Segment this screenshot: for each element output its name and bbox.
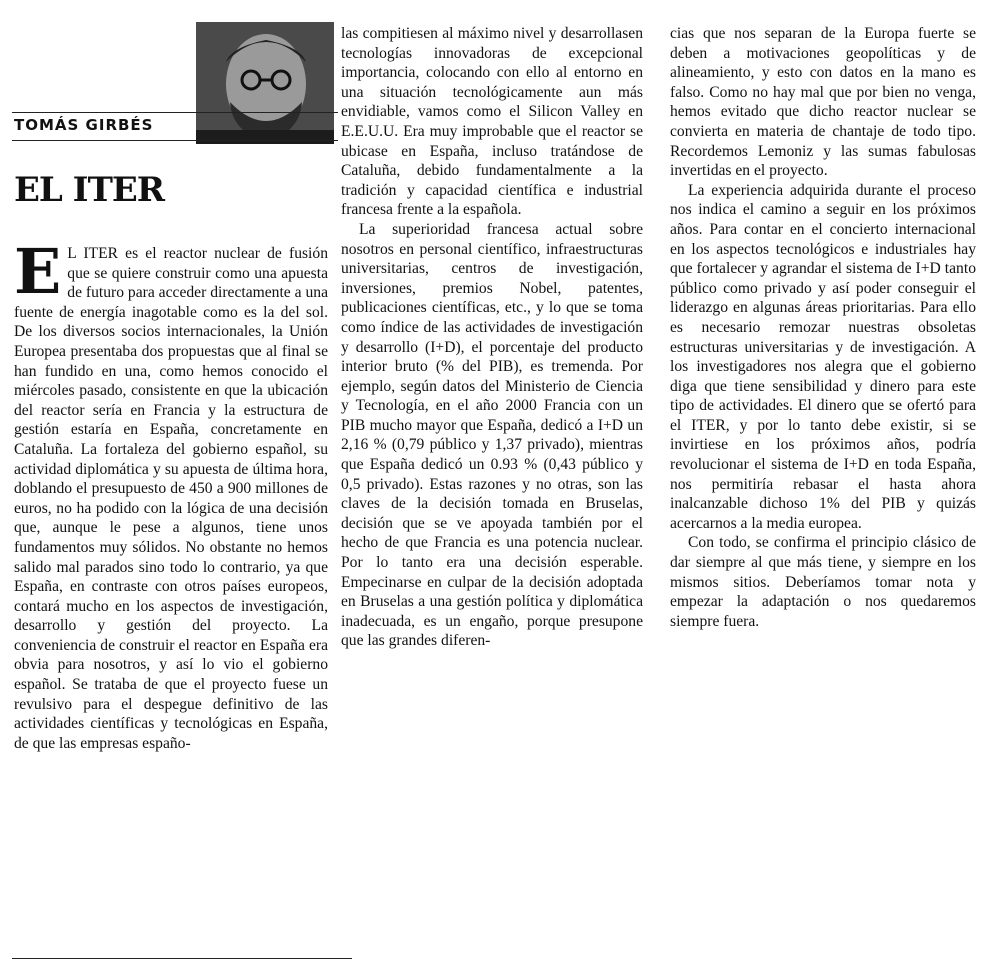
author-byline: TOMÁS GIRBÉS — [14, 116, 154, 134]
column-2-paragraph-2: La superioridad francesa actual sobre nosotros en personal científico, infraestructuras universitarias, centros de investigación, inversiones, premios Nobel, patentes, publicaciones científicas, etc., y lo que se toma como índice de las actividades de investigación y desarrollo (I+D), el porcentaje del producto interior bruto (% del PIB), es tremenda. Por ejemplo, según datos del Ministerio de Ciencia y Tecnología, en el año 2000 Francia con un PIB mucho mayor que España, dedicó a I+D un 2,16 % (0,79 público y 1,37 privado), mientras que España dedicó un 0.93 % (0,43 público y 0,5 privado). Estas razones y no otras, son las claves de la decisión tomada en Bruselas, decisión que se ve apoyada también por el hecho de que Francia es una potencia nuclear. Por lo tanto era una decisión esperable. Empecinarse en culpar de la decisión adoptada en Bruselas a una gestión política y diplomática inadecuada, es un engaño, porque presupone que las grandes diferen- — [341, 220, 643, 650]
drop-cap: E — [14, 235, 62, 308]
column-1-paragraph — [14, 235, 328, 753]
author-photo — [196, 22, 334, 144]
column-3-paragraph-3: Con todo, se confirma el principio clásico de dar siempre al que más tiene, y siempre en los mismos sitios. Deberíamos tomar nota y empezar la adaptación o nos quedaremos siempre fuera. — [670, 534, 976, 630]
column-1-text: L ITER es el reactor nuclear de fusión que se quiere construir como una apuesta de futuro para acceder directamente a una fuente de energía inagotable como es la del sol. De los diversos socios internacionales, la Unión Europea presentaba dos propuestas que al final se han fundido en una, como hemos conocido el miércoles pasado, consistente en que la ubicación del reactor sería en Francia y la estructura de gestión estaría en España, concretamente en Cataluña. La fortaleza del gobierno español, su actividad diplomática y su apuesta de última hora, doblando el presupuesto de 450 a 900 millones de euros, no ha podido con la lógica de una decisión que, aunque le pese a algunos, tiene unos fundamentos muy sólidos. No obstante no hemos salido mal parados sino todo lo contrario, ya que España, en contraste con otros países europeos, contará mucho en los aspectos de investigación, desarrollo y gestión del proyecto. La conveniencia de construir el reactor en España era obvia para nosotros, y así lo vio el gobierno español. Se trataba de que el proyecto fuese un revulsivo para el despegue definitivo de las actividades científicas y tecnológicas en España, de que las empresas españo- — [14, 245, 328, 752]
byline-bottom-rule — [12, 140, 338, 141]
column-3 — [670, 24, 976, 631]
column-2 — [341, 24, 643, 651]
column-3-paragraph-1: cias que nos separan de la Europa fuerte se deben a motivaciones geopolíticas y de alineamiento, y esto con datos en la mano es falso. Como no hay mal que por bien no venga, hemos evitado que dicho reactor nuclear se convierta en materia de chantaje de todo tipo. Recordemos Lemoniz y las sumas fabulosas invertidas en el proyecto. — [670, 25, 976, 180]
author-portrait-image — [196, 22, 334, 144]
headline: EL ITER — [14, 170, 165, 210]
column-3-paragraph-2: La experiencia adquirida durante el proceso nos indica el camino a seguir en los próximos años. Para contar en el concierto internacional en los aspectos tecnológicos e industriales hay que fortalecer y agrandar el sistema de I+D tanto público como privado y así poder conseguir el liderazgo en algunas áreas prioritarias. Para ello es necesario remozar nuestras obsoletas estructuras universitarias y de investigación. A los investigadores nos alegra que el gobierno diga que tiene sensibilidad y dinero para este tipo de actividades. El dinero que se ofertó para el ITER, y por lo tanto debe existir, si se invirtiese en los próximos años, podría revolucionar el sistema de I+D en toda España, nos permitiría rebasar el hasta ahora inalcanzable dichoso 1% del PIB y quizás acercarnos a la media europea. — [670, 181, 976, 532]
column-1 — [14, 235, 328, 753]
bottom-rule — [12, 958, 352, 959]
column-2-paragraph-1: las compitiesen al máximo nivel y desarrollasen tecnologías innovadoras de excepcional importancia, colocando con ello al entorno en una situación tecnológicamente aun más envidiable, vamos como el Silicon Valley en E.E.U.U. Era muy improbable que el reactor se ubicase en España, incluso tratándose de Cataluña, debido fundamentalmente a la tradición y capacidad científica e industrial francesa frente a la española. — [341, 25, 643, 219]
byline-top-rule — [12, 112, 338, 113]
